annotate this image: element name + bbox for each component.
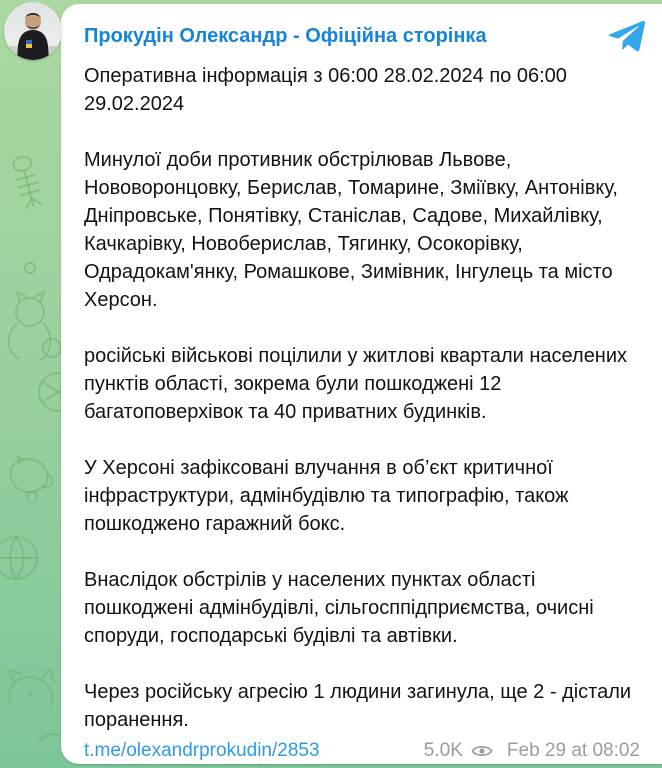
avatar-photo [4, 2, 62, 60]
telegram-plane-icon[interactable] [608, 17, 648, 57]
paragraph-region-damage: Внаслідок обстрілів у населених пунктах області пошкоджені адмінбудівлі, сільгосппідприємства, очисні споруди, господарські будівлі та автівки. [84, 569, 594, 647]
post-body [84, 62, 640, 734]
eye-icon [471, 744, 493, 758]
post-meta [424, 740, 640, 762]
telegram-post-card [61, 4, 662, 764]
paragraph-residential-damage: російські військові поцілили у житлові квартали населених пунктів області, зокрема були пошкоджені 12 багатоповерхівок та 40 приватних будинків. [84, 345, 628, 423]
post-permalink[interactable]: t.me/olexandrprokudin/2853 [84, 740, 320, 761]
post-date-link[interactable]: Feb 29 at 08:02 [506, 740, 640, 761]
channel-avatar[interactable] [4, 2, 62, 60]
views-count: 5.0K [423, 740, 463, 761]
post-footer [84, 740, 640, 762]
paragraph-casualties: Через російську агресію 1 людини загинула, ще 2 - дістали поранення. [84, 681, 632, 731]
paragraph-shelled-settlements: Минулої доби противник обстрілював Львове, Нововоронцовку, Берислав, Томарине, Зміївку, Антонівку, Дніпровське, Понятівку, Станіслав, Садове, Михайлівку, Качкарівку, Новоберислав, Тягинку, Осокорівку, Одрадокам'янку, Ромашкове, Зимівник, Інгулець та місто Херсон. [84, 149, 618, 311]
paragraph-operational-info: Оперативна інформація з 06:00 28.02.2024 по 06:00 29.02.2024 [84, 65, 567, 115]
paragraph-kherson-hits: У Херсоні зафіксовані влучання в об’єкт критичної інфраструктури, адмінбудівлю та типографію, також пошкоджено гаражний бокс. [84, 457, 569, 535]
channel-name-link[interactable]: Прокудін Олександр - Офіційна сторінка [84, 25, 487, 47]
